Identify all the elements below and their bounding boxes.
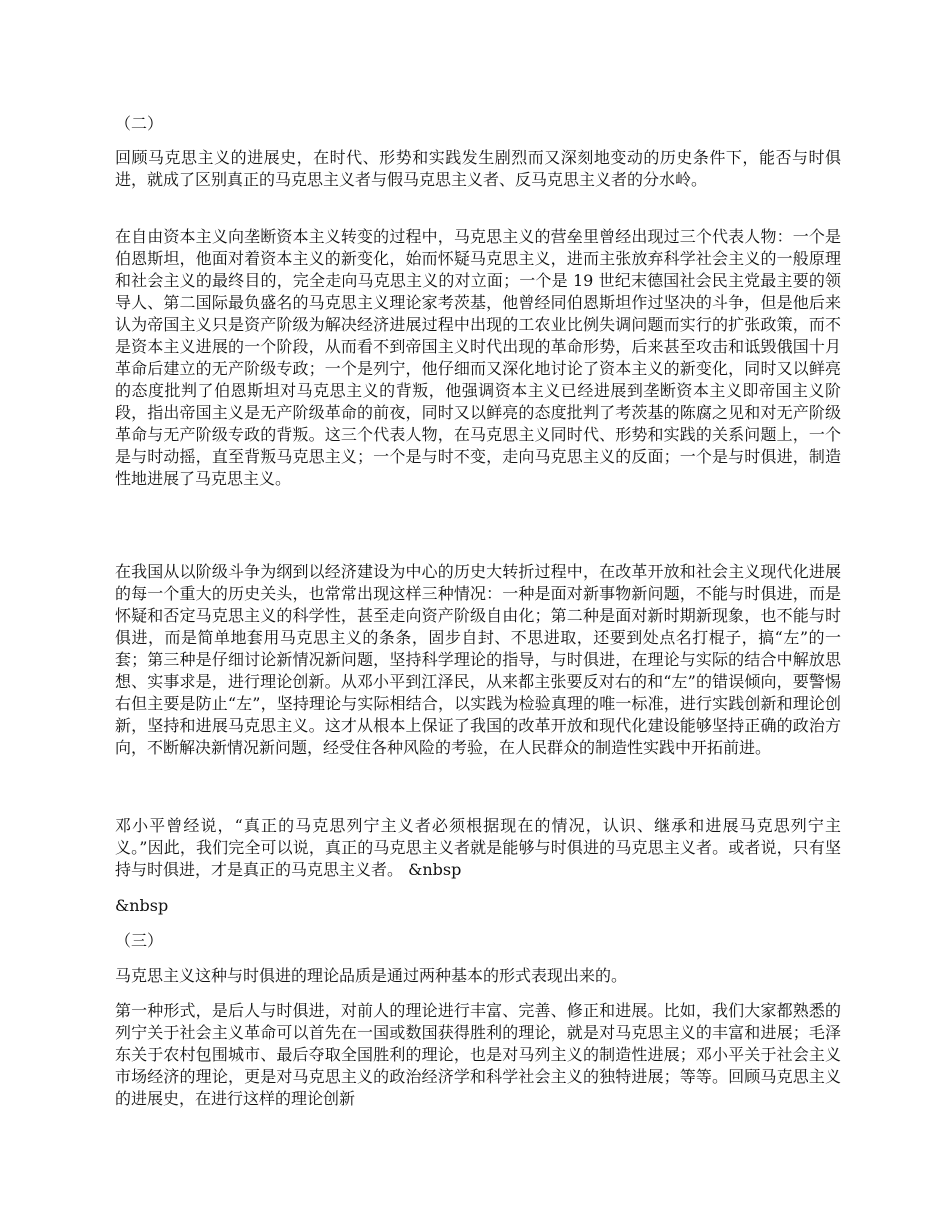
section-heading-3: （三）: [115, 931, 164, 950]
paragraph-4: 邓小平曾经说，“真正的马克思列宁主义者必须根据现在的情况，认识、继承和进展马克思列宁主义。”因此，我们完全可以说，真正的马克思主义者就是能够与时俱进的马克思主义者。或者说，只有坚持与时俱进，才是真正的马克思主义者。 &nbsp: [115, 816, 841, 879]
paragraph-1: 回顾马克思主义的进展史，在时代、形势和实践发生剧烈而又深刻地变动的历史条件下，能否与时俱进，就成了区别真正的马克思主义者与假马克思主义者、反马克思主义者的分水岭。: [115, 148, 841, 189]
paragraph-3: 在我国从以阶级斗争为纲到以经济建设为中心的历史大转折过程中，在改革开放和社会主义现代化进展的每一个重大的历史关头，也常常出现这样三种情况：一种是面对新事物新问题，不能与时俱进，而是怀疑和否定马克思主义的科学性，甚至走向资产阶级自由化；第二种是面对新时期新现象，也不能与时俱进，而是简单地套用马克思主义的条条，固步自封、不思进取，还要到处点名打棍子，搞“左”的一套；第三种是仔细讨论新情况新问题，坚持科学理论的指导，与时俱进，在理论与实际的结合中解放思想、实事求是，进行理论创新。从邓小平到江泽民，从来都主张要反对右的和“左”的错误倾向，要警惕右但主要是防止“左”，坚持理论与实际相结合，以实践为检验真理的唯一标准，进行实践创新和理论创新，坚持和进展马克思主义。这才从根本上保证了我国的改革开放和现代化建设能够坚持正确的政治方向，不断解决新情况新问题，经受住各种风险的考验，在人民群众的制造性实践中开拓前进。: [115, 562, 841, 757]
paragraph-2: 在自由资本主义向垄断资本主义转变的过程中，马克思主义的营垒里曾经出现过三个代表人物：一个是伯恩斯坦，他面对着资本主义的新变化，始而怀疑马克思主义，进而主张放弃科学社会主义的一般原理和社会主义的最终目的，完全走向马克思主义的对立面；一个是 19 世纪末德国社会民主党最主要的领导人、第二国际最负盛名的马克思主义理论家考茨基，他曾经同伯恩斯坦作过坚决的斗争，但是他后来认为帝国主义只是资产阶级为解决经济进展过程中出现的工农业比例失调问题而实行的扩张政策，而不是资本主义进展的一个阶段，从而看不到帝国主义时代出现的革命形势，后来甚至攻击和诋毁俄国十月革命后建立的无产阶级专政；一个是列宁，他仔细而又深化地讨论了资本主义的新变化，同时又以鲜亮的态度批判了伯恩斯坦对马克思主义的背叛，他强调资本主义已经进展到垄断资本主义即帝国主义阶段，指出帝国主义是无产阶级革命的前夜，同时又以鲜亮的态度批判了考茨基的陈腐之见和对无产阶级革命与无产阶级专政的背叛。这三个代表人物，在马克思主义同时代、形势和实践的关系问题上，一个是与时动摇，直至背叛马克思主义；一个是与时不变，走向马克思主义的反面；一个是与时俱进，制造性地进展了马克思主义。: [115, 227, 841, 488]
paragraph-5: &nbsp: [115, 896, 169, 915]
paragraph-7: 第一种形式，是后人与时俱进，对前人的理论进行丰富、完善、修正和进展。比如，我们大家都熟悉的列宁关于社会主义革命可以首先在一国或数国获得胜利的理论，就是对马克思主义的丰富和进展；毛泽东关于农村包围城市、最后夺取全国胜利的理论，也是对马列主义的制造性进展；邓小平关于社会主义市场经济的理论，更是对马克思主义的政治经济学和科学社会主义的独特进展；等等。回顾马克思主义的进展史，在进行这样的理论创新: [115, 1001, 841, 1108]
paragraph-6: 马克思主义这种与时俱进的理论品质是通过两种基本的形式表现出来的。: [115, 966, 628, 985]
section-heading-2: （二）: [115, 114, 164, 133]
